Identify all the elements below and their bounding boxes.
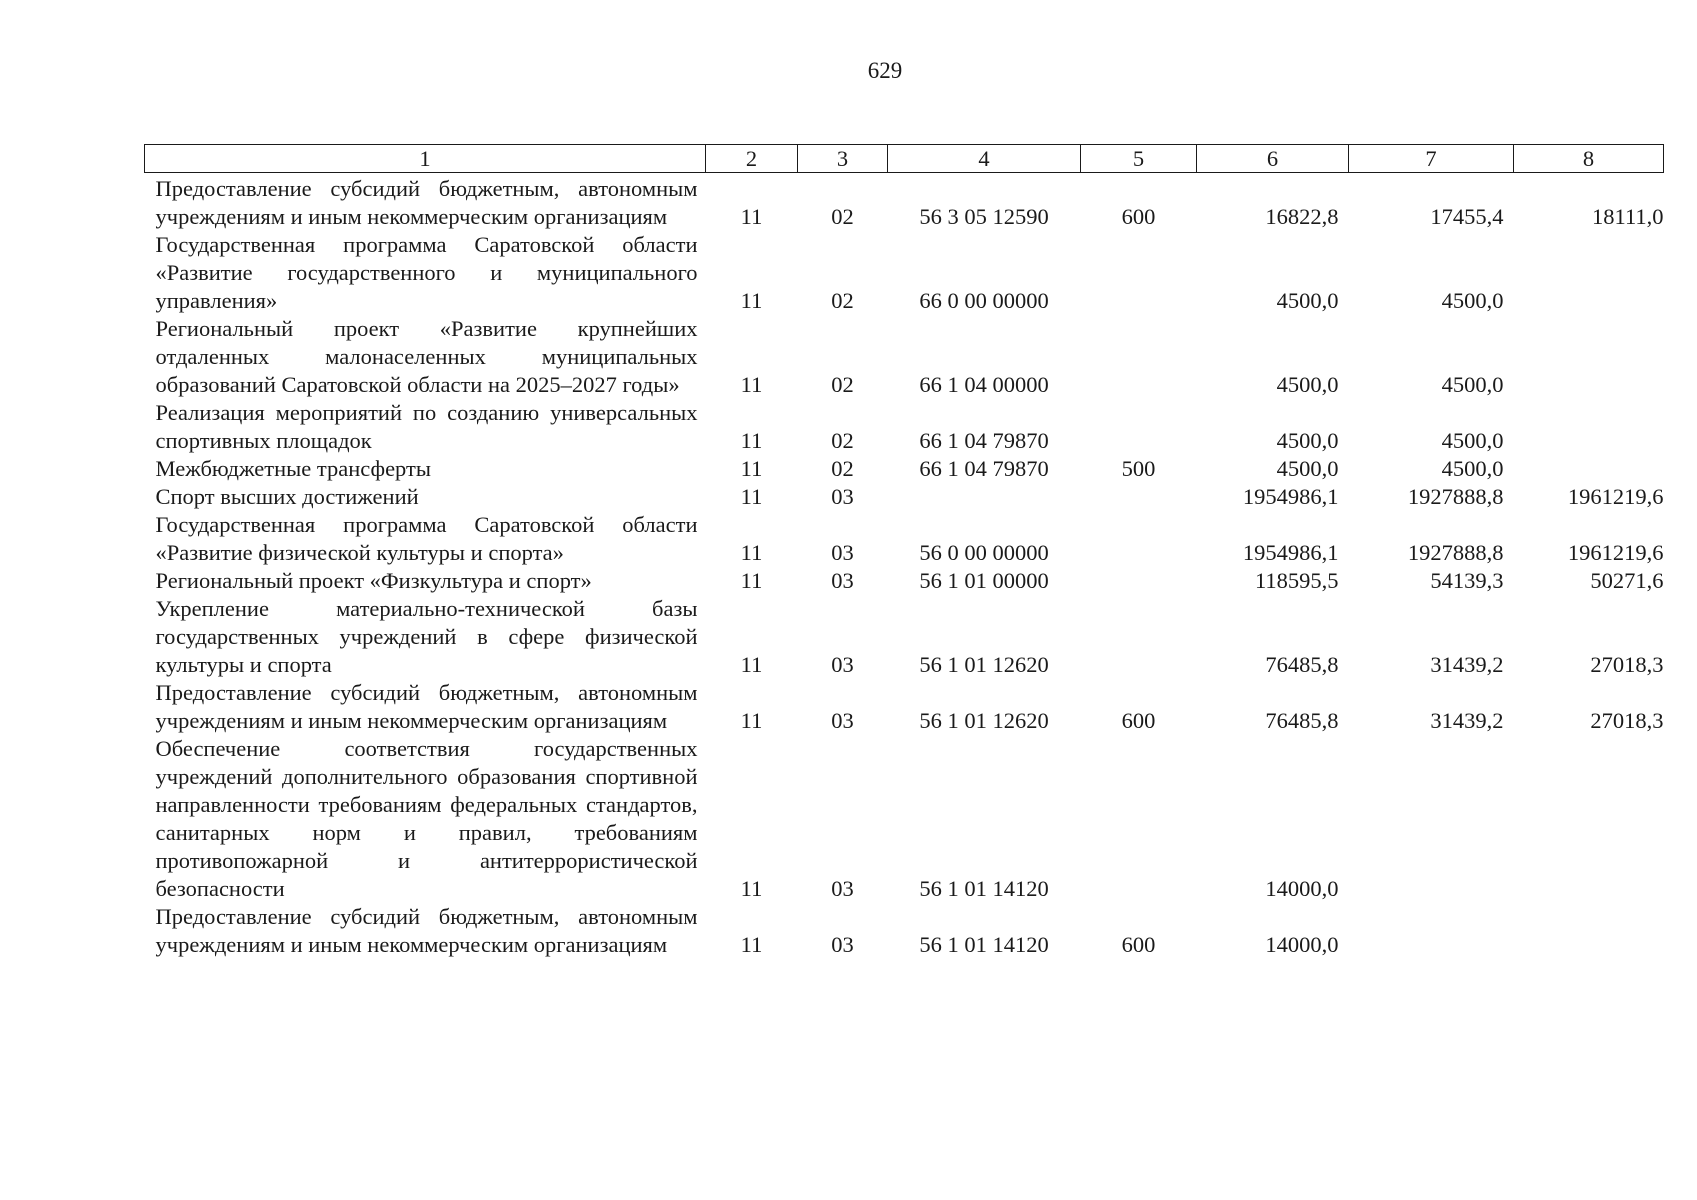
row-subsection-code: 03: [831, 876, 854, 901]
table-row: [145, 231, 1664, 315]
row-expense-type-code: [1081, 315, 1197, 399]
row-description: Обеспечение соответствия государственных учреждений дополнительного образования спортивной направленности требованиям федеральных стандартов, санитарных норм и правил, требованиям противопожарной и антитеррористической безопасности: [155, 736, 698, 901]
row-amount-col-6: 4500,0: [1276, 456, 1339, 481]
row-expense-type-code: [1081, 735, 1197, 903]
row-target-article-code: 66 0 00 00000: [919, 288, 1049, 313]
row-expense-type-code: 600: [1121, 932, 1156, 957]
table-row: [145, 903, 1664, 959]
row-amount-col-7: 4500,0: [1441, 288, 1504, 313]
row-description: Государственная программа Саратовской области «Развитие физической культуры и спорта»: [155, 512, 698, 565]
row-subsection-code: 03: [831, 568, 854, 593]
row-section-code: 11: [740, 484, 763, 509]
row-amount-col-7: 1927888,8: [1407, 484, 1504, 509]
row-target-article-code: 56 1 01 12620: [919, 652, 1049, 677]
row-description: Межбюджетные трансферты: [155, 456, 431, 481]
row-subsection-code: 02: [831, 372, 854, 397]
row-section-code: 11: [740, 204, 763, 229]
row-description: Региональный проект «Физкультура и спорт»: [155, 568, 592, 593]
row-amount-col-7: 4500,0: [1441, 456, 1504, 481]
row-expense-type-code: 500: [1121, 456, 1156, 481]
row-amount-col-8: [1514, 455, 1664, 483]
row-subsection-code: 03: [831, 652, 854, 677]
row-subsection-code: 03: [831, 484, 854, 509]
row-expense-type-code: 600: [1121, 204, 1156, 229]
row-target-article-code: 56 3 05 12590: [919, 204, 1049, 229]
row-expense-type-code: [1081, 399, 1197, 455]
row-amount-col-6: 4500,0: [1276, 372, 1339, 397]
row-subsection-code: 03: [831, 708, 854, 733]
row-subsection-code: 02: [831, 428, 854, 453]
row-section-code: 11: [740, 540, 763, 565]
row-subsection-code: 02: [831, 456, 854, 481]
row-amount-col-8: 27018,3: [1590, 708, 1664, 733]
row-amount-col-8: [1514, 903, 1664, 959]
table-row: [145, 173, 1664, 232]
table-row: [145, 511, 1664, 567]
table-header: [145, 145, 1664, 173]
header-col-2: 2: [706, 145, 798, 173]
row-target-article-code: 56 0 00 00000: [919, 540, 1049, 565]
row-amount-col-7: 54139,3: [1430, 568, 1504, 593]
row-description: Реализация мероприятий по созданию универсальных спортивных площадок: [155, 400, 698, 453]
row-amount-col-8: [1514, 315, 1664, 399]
table-row: [145, 315, 1664, 399]
row-amount-col-8: 27018,3: [1590, 652, 1664, 677]
row-expense-type-code: [1081, 567, 1197, 595]
row-section-code: 11: [740, 568, 763, 593]
budget-table: [144, 144, 1664, 959]
row-expense-type-code: [1081, 483, 1197, 511]
header-col-6: 6: [1197, 145, 1349, 173]
row-expense-type-code: [1081, 595, 1197, 679]
row-amount-col-8: [1514, 399, 1664, 455]
row-target-article-code: 56 1 01 12620: [919, 708, 1049, 733]
row-amount-col-6: 14000,0: [1265, 932, 1339, 957]
row-description: Спорт высших достижений: [155, 484, 419, 509]
row-amount-col-7: 31439,2: [1430, 708, 1504, 733]
row-section-code: 11: [740, 876, 763, 901]
row-amount-col-8: 1961219,6: [1567, 540, 1664, 565]
row-subsection-code: 02: [831, 204, 854, 229]
row-amount-col-6: 4500,0: [1276, 428, 1339, 453]
row-section-code: 11: [740, 652, 763, 677]
row-amount-col-8: [1514, 231, 1664, 315]
row-description: Предоставление субсидий бюджетным, автономным учреждениям и иным некоммерческим организациям: [155, 680, 698, 733]
row-amount-col-7: 4500,0: [1441, 372, 1504, 397]
row-description: Укрепление материально-технической базы государственных учреждений в сфере физической культуры и спорта: [155, 596, 698, 677]
row-subsection-code: 02: [831, 288, 854, 313]
row-amount-col-6: 1954986,1: [1242, 484, 1339, 509]
row-target-article-code: 66 1 04 79870: [919, 456, 1049, 481]
row-target-article-code: 56 1 01 14120: [919, 876, 1049, 901]
row-subsection-code: 03: [831, 540, 854, 565]
header-col-4: 4: [888, 145, 1081, 173]
header-col-7: 7: [1349, 145, 1514, 173]
row-target-article-code: [888, 483, 1081, 511]
row-amount-col-6: 14000,0: [1265, 876, 1339, 901]
row-description: Государственная программа Саратовской области «Развитие государственного и муниципального управления»: [155, 232, 698, 313]
header-col-1: 1: [145, 145, 706, 173]
row-amount-col-8: 50271,6: [1590, 568, 1664, 593]
row-amount-col-7: [1349, 903, 1514, 959]
row-amount-col-6: 16822,8: [1265, 204, 1339, 229]
row-target-article-code: 66 1 04 79870: [919, 428, 1049, 453]
header-row: [145, 145, 1664, 173]
row-description: Предоставление субсидий бюджетным, автономным учреждениям и иным некоммерческим организациям: [155, 904, 698, 957]
row-section-code: 11: [740, 708, 763, 733]
row-section-code: 11: [740, 372, 763, 397]
table-row: [145, 595, 1664, 679]
header-col-8: 8: [1514, 145, 1664, 173]
row-section-code: 11: [740, 428, 763, 453]
row-section-code: 11: [740, 932, 763, 957]
row-target-article-code: 66 1 04 00000: [919, 372, 1049, 397]
table-body: [145, 173, 1664, 960]
row-amount-col-6: 118595,5: [1254, 568, 1339, 593]
row-amount-col-6: 76485,8: [1265, 708, 1339, 733]
row-amount-col-8: [1514, 735, 1664, 903]
table-row: [145, 455, 1664, 483]
row-amount-col-8: 18111,0: [1592, 204, 1664, 229]
row-amount-col-7: 4500,0: [1441, 428, 1504, 453]
header-col-5: 5: [1081, 145, 1197, 173]
row-description: Региональный проект «Развитие крупнейших отдаленных малонаселенных муниципальных образований Саратовской области на 2025–2027 годы»: [155, 316, 698, 397]
table-row: [145, 567, 1664, 595]
row-target-article-code: 56 1 01 00000: [919, 568, 1049, 593]
page-number: 629: [867, 58, 903, 83]
row-amount-col-7: [1349, 735, 1514, 903]
row-amount-col-6: 4500,0: [1276, 288, 1339, 313]
row-section-code: 11: [740, 288, 763, 313]
row-section-code: 11: [740, 456, 763, 481]
row-target-article-code: 56 1 01 14120: [919, 932, 1049, 957]
row-amount-col-7: 1927888,8: [1407, 540, 1504, 565]
row-expense-type-code: [1081, 231, 1197, 315]
table-row: [145, 735, 1664, 903]
row-amount-col-7: 17455,4: [1430, 204, 1504, 229]
table-row: [145, 399, 1664, 455]
row-amount-col-7: 31439,2: [1430, 652, 1504, 677]
row-amount-col-6: 1954986,1: [1242, 540, 1339, 565]
row-amount-col-6: 76485,8: [1265, 652, 1339, 677]
row-amount-col-8: 1961219,6: [1567, 484, 1664, 509]
header-col-3: 3: [798, 145, 888, 173]
row-expense-type-code: 600: [1121, 708, 1156, 733]
row-expense-type-code: [1081, 511, 1197, 567]
row-subsection-code: 03: [831, 932, 854, 957]
table-row: [145, 679, 1664, 735]
row-description: Предоставление субсидий бюджетным, автономным учреждениям и иным некоммерческим организациям: [155, 176, 698, 229]
table-row: [145, 483, 1664, 511]
